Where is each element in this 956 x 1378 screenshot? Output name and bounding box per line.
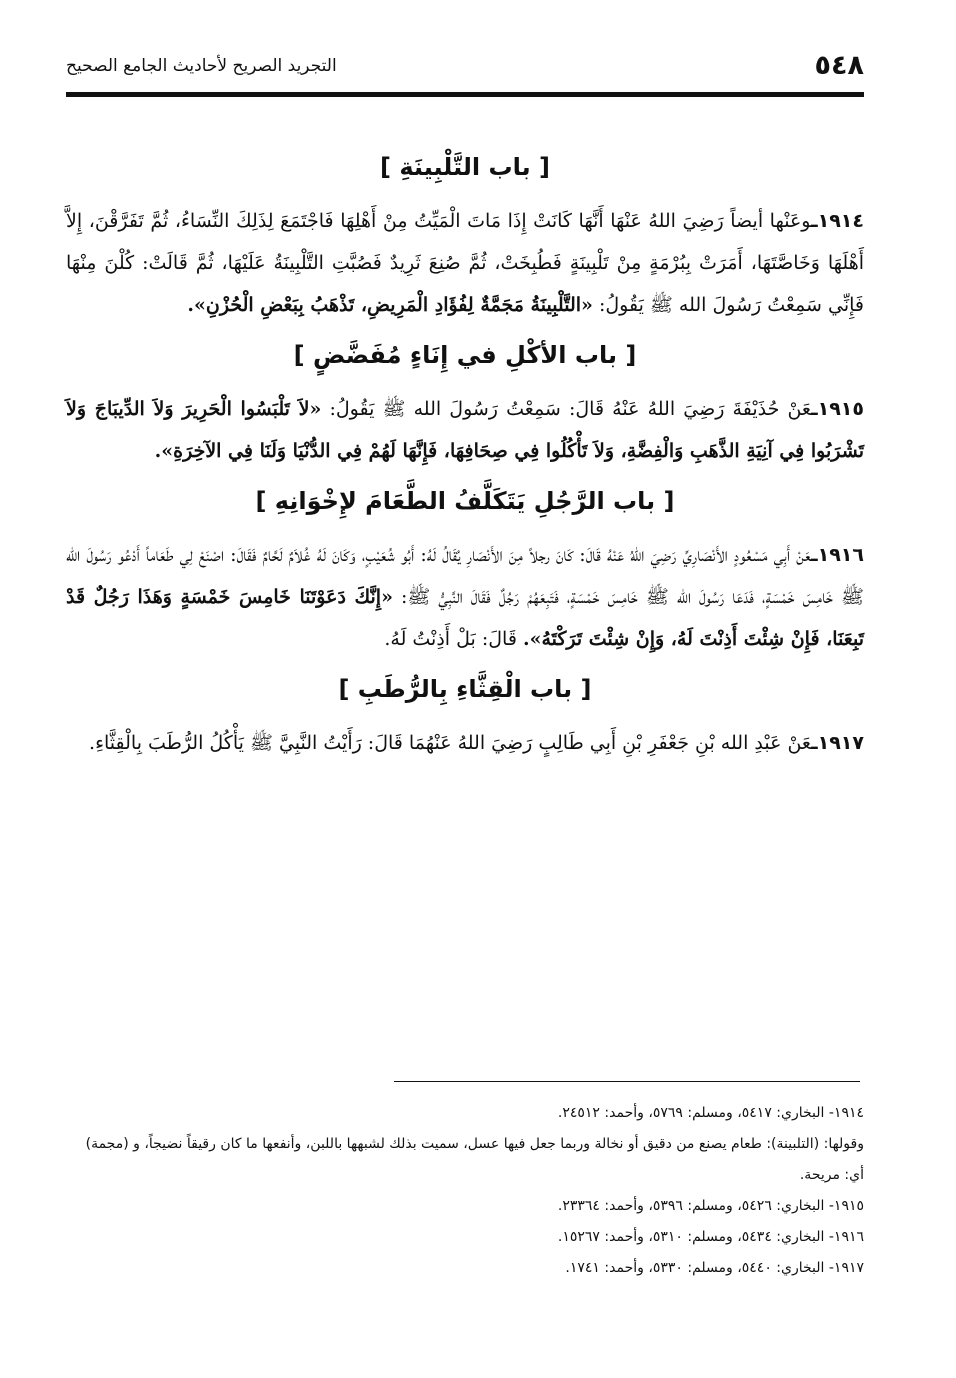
hadith-text: عَنْ حُذَيْفَةَ رَضِيَ اللهُ عَنْهُ قَالَ: سَمِعْتُ رَسُولَ الله ﷺ يَقُولُ: xyxy=(321,398,812,420)
chapter-heading-talbina: [ باب التَّلْبِينَةِ ] xyxy=(380,153,550,181)
page-header xyxy=(66,44,864,97)
hadith-quote: «لاَ تَلْبَسُوا الْحَرِيرَ وَلاَ الدِّيبَاجَ وَلاَ تَشْرَبُوا فِي آنِيَةِ الذَّهَبِ وَالْفِضَّةِ، وَلاَ تَأْكُلُوا فِي صِحَافِهَا، فَإِنَّهَا لَهُمْ فِي الدُّنْيَا وَلَنَا فِي الآخِرَةِ». xyxy=(66,398,864,462)
chapter-heading-food-for-brothers: [ باب الرَّجُلِ يَتَكَلَّفُ الطَّعَامَ لإِخْوَانِهِ ] xyxy=(255,487,675,515)
footnotes xyxy=(66,1098,864,1284)
hadith-1915 xyxy=(66,388,864,472)
hadith-quote: «التَّلْبِينَةُ مَجَمَّةٌ لِفُؤَادِ الْمَرِيضِ، تَذْهَبُ بِبَعْضِ الْحُزْنِ». xyxy=(187,294,593,316)
hadith-text-after: قَالَ: بَلْ أَذِنْتُ لَهُ. xyxy=(384,628,523,650)
page-number: ٥٤٨ xyxy=(814,50,864,81)
footnote-explanation: وقولها: (التلبينة): طعام يصنع من دقيق أو نخالة وربما جعل فيها عسل، سميت بذلك لشبهها باللبن، وأنفعها ما كان رقيقاً نضيجاً، و (مجمة) أي: مريحة. xyxy=(85,1136,864,1183)
hadith-text: عَنْ عَبْدِ الله بْنِ جَعْفَرِ بْنِ أَبِي طَالِبٍ رَضِيَ اللهُ عَنْهُمَا قَالَ: رَأَيْتُ النَّبِيَّ ﷺ يَأْكُلُ الرُّطَبَ بِالْقِثَّاءِ. xyxy=(89,732,812,754)
hadith-quote: «إِنَّكَ دَعَوْتَنَا خَامِسَ خَمْسَةٍ وَهَذَا رَجُلٌ قَدْ تَبِعَنَا، فَإِنْ شِئْتَ أَذِنْتَ لَهُ، وَإِنْ شِئْتَ تَرَكْتَهُ». xyxy=(66,586,864,650)
hadith-text: وعَنْها أيضاً رَضِيَ اللهُ عَنْهَا أَنَّهَا كَانَتْ إِذَا مَاتَ الْمَيِّتُ مِنْ أَهْلِهَا فَاجْتَمَعَ لِذَلِكَ النِّسَاءُ، ثُمَّ تَفَرَّقْنَ، إِلاَّ أَهْلَهَا وَخَاصَّتَهَا، أَمَرَتْ بِبُرْمَةٍ مِنْ تَلْبِينَةٍ فَطُبِخَتْ، ثُمَّ صُنِعَ ثَرِيدٌ فَصُبَّتِ التَّلْبِينَةُ عَلَيْهَا، ثُمَّ قَالَتْ: كُلْنَ مِنْهَا فَإِنِّي سَمِعْتُ رَسُولَ الله ﷺ يَقُولُ: xyxy=(66,210,864,316)
hadith-1917 xyxy=(66,722,864,764)
running-title: التجريد الصريح لأحاديث الجامع الصحيح xyxy=(66,56,337,76)
main-text xyxy=(66,138,864,768)
hadith-number: ١٩١٧ـ xyxy=(811,732,864,754)
footnote-1914: ١٩١٤- البخاري: ٥٤١٧، ومسلم: ٥٧٦٩، وأحمد: ٢٤٥١٢. xyxy=(557,1105,864,1121)
footnote-1917: ١٩١٧- البخاري: ٥٤٤٠، ومسلم: ٥٣٣٠، وأحمد: ١٧٤١. xyxy=(565,1260,864,1276)
footnote-1916: ١٩١٦- البخاري: ٥٤٣٤، ومسلم: ٥٣١٠، وأحمد: ١٥٢٦٧. xyxy=(557,1229,864,1245)
hadith-number: ١٩١٥ـ xyxy=(811,398,864,420)
footnote-1915: ١٩١٥- البخاري: ٥٤٢٦، ومسلم: ٥٣٩٦، وأحمد: ٢٣٣٦٤. xyxy=(557,1198,864,1214)
chapter-heading-cucumber-dates: [ باب الْقِثَّاءِ بِالرُّطَبِ ] xyxy=(338,675,592,703)
footnote-separator xyxy=(394,1081,860,1082)
chapter-heading-silver-vessel: [ باب الأكْلِ في إِنَاءٍ مُفَضَّضٍ ] xyxy=(293,341,637,369)
hadith-1916 xyxy=(66,534,864,660)
hadith-text: عَنْ أَبِي مَسْعُودٍ الأَنْصَارِيِّ رَضِيَ اللهُ عَنْهُ قَالَ: كَانَ رجلاً مِنَ الأَنْصَارِ يُقَالُ لَهُ: أَبُو شُعَيْبٍ، وَكَانَ لَهُ غُلاَمٌ لَحَّامٌ فَقَالَ: اصْنَعْ لِي طَعَاماً أَدْعُو رَسُولَ الله ﷺ خَامِسَ خَمْسَةٍ، فَدَعَا رَسُولَ الله ﷺ خَامِسَ خَمْسَةٍ، فَتَبِعَهُمْ رَجُلٌ فَقَالَ النَّبِيُّ ﷺ: xyxy=(66,544,864,608)
hadith-1914 xyxy=(66,200,864,326)
hadith-number: ١٩١٤ـ xyxy=(811,210,864,232)
hadith-number: ١٩١٦ـ xyxy=(811,544,864,566)
